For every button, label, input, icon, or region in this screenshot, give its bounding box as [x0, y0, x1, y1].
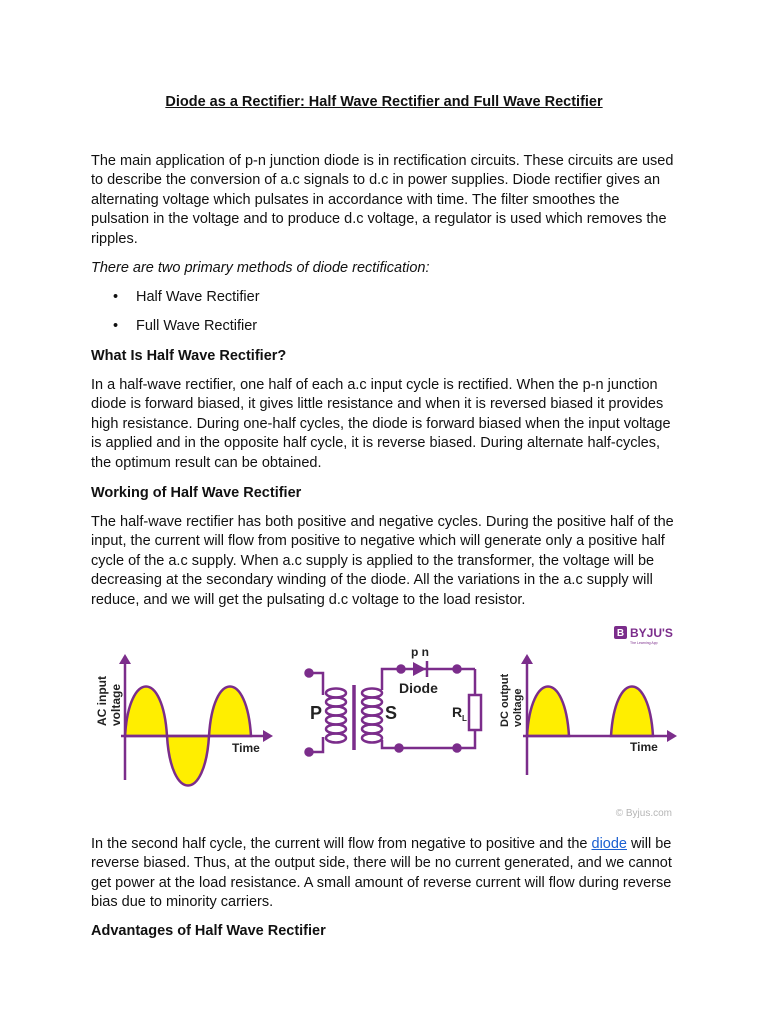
diode-label: Diode	[399, 680, 438, 696]
diode-pn-label: p n	[411, 645, 429, 659]
output-waveform	[499, 654, 677, 775]
list-item-label: Full Wave Rectifier	[136, 318, 258, 334]
page-title: Diode as a Rectifier: Half Wave Rectifier and Full Wave Rectifier	[165, 94, 603, 110]
svg-text:B: B	[616, 628, 625, 639]
resistor-subscript: L	[462, 714, 467, 723]
input-axis-label-2: voltage	[109, 683, 123, 726]
arrow-up-icon	[119, 654, 131, 664]
secondary-label: S	[385, 703, 398, 723]
what-is-paragraph: In a half-wave rectifier, one half of each a.c input cycle is rectified. When the p-n junction diode is forward biased, it gives little resistance and when it is reversed biased it provides high resistance. During one-half cycles, the diode is forward biased when the input voltage is applied and in the opposite half cycle, it is reverse biased. During alternate half-cycles, the optimum result can be obtained.	[91, 377, 671, 471]
input-positive-half	[125, 687, 167, 737]
primary-label: P	[310, 703, 323, 723]
terminal-dot	[306, 749, 313, 756]
secondary-coil	[362, 689, 382, 743]
load-resistor	[469, 695, 481, 730]
bullet-icon: •	[113, 289, 119, 305]
input-waveform	[95, 654, 273, 786]
diode-symbol	[413, 661, 427, 677]
byjus-logo	[614, 626, 673, 645]
resistor-label: R	[452, 704, 463, 720]
diode-link[interactable]: diode	[591, 836, 627, 852]
heading-advantages: Advantages of Half Wave Rectifier	[91, 923, 326, 939]
heading-what-is: What Is Half Wave Rectifier?	[91, 348, 287, 364]
methods-intro: There are two primary methods of diode rectification:	[91, 260, 430, 276]
list-item	[113, 318, 257, 334]
working-paragraph: The half-wave rectifier has both positive and negative cycles. During the positive half of the input, the current will flow from positive to negative which will generate only a positive half cycle of the a.c supply. When a.c supply is applied to the transformer, the voltage will be decreasing at the secondary winding of the diode. All the variations in the a.c supply will reduce, and we will get the pulsating d.c voltage to the load resistor.	[91, 514, 674, 608]
list-item	[113, 289, 260, 305]
second-half-paragraph: In the second half cycle, the current will flow from negative to positive and the diode will be reverse biased. Thus, at the output side, there will be no current generated, and we cannot get power at the load resistance. A small amount of reverse current will flow during reverse bias due to minority carriers.	[91, 836, 672, 911]
input-negative-half	[167, 736, 209, 786]
brand-tagline: The Learning App	[630, 641, 658, 645]
primary-coil	[326, 689, 346, 743]
heading-working: Working of Half Wave Rectifier	[91, 485, 302, 501]
copyright-text: © Byjus.com	[615, 808, 672, 819]
arrow-up-icon	[521, 654, 533, 664]
brand-name: BYJU'S	[630, 626, 673, 640]
bullet-icon: •	[113, 318, 119, 334]
arrow-right-icon	[263, 730, 273, 742]
input-axis-label-1: AC input	[95, 676, 109, 726]
terminal-dot	[306, 670, 313, 677]
output-positive-half	[527, 687, 569, 737]
output-axis-label-2: voltage	[512, 688, 524, 727]
input-time-label: Time	[232, 741, 260, 755]
arrow-right-icon	[667, 730, 677, 742]
output-time-label: Time	[630, 740, 658, 754]
list-item-label: Half Wave Rectifier	[136, 289, 260, 305]
output-axis-label-1: DC output	[499, 673, 511, 727]
input-positive-half-2	[209, 687, 251, 737]
half-wave-rectifier-figure	[85, 620, 685, 825]
output-positive-half-2	[611, 687, 653, 737]
intro-paragraph: The main application of p-n junction diode is in rectification circuits. These circuits are used to describe the conversion of a.c signals to d.c in power supplies. Diode rectifier gives an alternating voltage which pulsates in accordance with time. The filter smoothes the pulsation in the voltage and to produce d.c voltage, a regulator is used which removes the ripples.	[91, 153, 674, 247]
